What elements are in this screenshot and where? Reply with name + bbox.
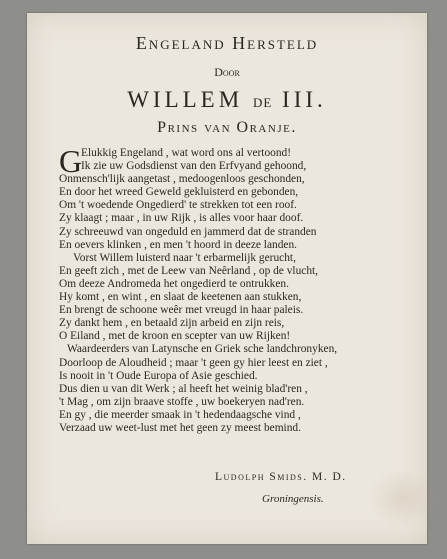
poem-line: Vorst Willem luisterd naar 't erbarmelijk gerucht, xyxy=(73,251,296,264)
poem-line: Zy dankt hem , en betaald zijn arbeid en zijn reis, xyxy=(59,317,285,330)
author-name: WILLEM xyxy=(127,87,244,112)
poem-line: Hy komt , en wint , en slaat de keetenen aan stukken, xyxy=(59,291,302,304)
byline-door: Door xyxy=(214,65,240,79)
author-title: Prins van Oranje. xyxy=(157,119,297,136)
poem-line: Zy schreeuwd van ongeduld en jammerd dat de stranden xyxy=(59,225,317,238)
poem-line: Dus dien u van dit Werk ; al heeft het weinig blad'ren , xyxy=(59,382,308,395)
author-de: DE xyxy=(252,95,273,110)
poem-line: O Eiland , met de kroon en scepter van uw Rijken! xyxy=(59,330,291,343)
poem-line: Elukkig Engeland , wat word ons al vertoond! xyxy=(81,147,292,159)
poem-line: Waardeerders van Latynsche en Griek sche landchronyken, xyxy=(67,343,338,356)
signature-place: Groningensis. xyxy=(262,493,324,505)
poem-line: 't Mag , om zijn braave stoffe , uw boekeryen nad'ren. xyxy=(59,395,305,408)
poem-line: Doorloop de Aloudheid ; maar 't geen gy hier leest en ziet , xyxy=(59,356,328,369)
drop-cap: G xyxy=(59,143,83,179)
poem-line: Zy klaagt ; maar , in uw Rijk , is alles voor haar doof. xyxy=(59,212,304,225)
poem-line: En brengt de schoone weêr met vreugd in haar paleis. xyxy=(59,304,304,317)
document-title: Engeland Hersteld xyxy=(135,33,319,53)
poem-body xyxy=(59,143,399,435)
poem-line: En geeft zich , met de Leew van Neêrland , op de vlucht, xyxy=(59,264,319,277)
signature: Ludolph Smids. M. D. xyxy=(215,471,347,483)
poem-line: Om 't woedende Ongedierd' te strekken tot een roof. xyxy=(59,199,297,212)
broadsheet-page xyxy=(27,13,427,544)
poem-line: En oevers klinken , en men 't hoord in deeze landen. xyxy=(59,238,298,251)
author-line xyxy=(27,87,427,113)
poem-line: En door het wreed Geweld gekluisterd en gebonden, xyxy=(59,186,299,199)
poem-line: Ik zie uw Godsdienst van den Erfvyand gehoond, xyxy=(81,160,307,173)
author-number: III. xyxy=(282,87,327,112)
poem-line: Om deeze Andromeda het ongedierd te ontrukken. xyxy=(59,277,289,290)
poem-line: Verzaad uw weet-lust met het geen zy meest bemind. xyxy=(59,421,301,434)
poem-line: En gy , die meerder smaak in 't hedendaagsche vind , xyxy=(59,408,301,421)
poem-line: Onmensch'lijk aangetast , medoogenloos geschonden, xyxy=(59,173,305,186)
poem-line: Is nooit in 't Oude Europa of Asie geschied. xyxy=(59,369,258,382)
paper-stain xyxy=(367,468,437,528)
